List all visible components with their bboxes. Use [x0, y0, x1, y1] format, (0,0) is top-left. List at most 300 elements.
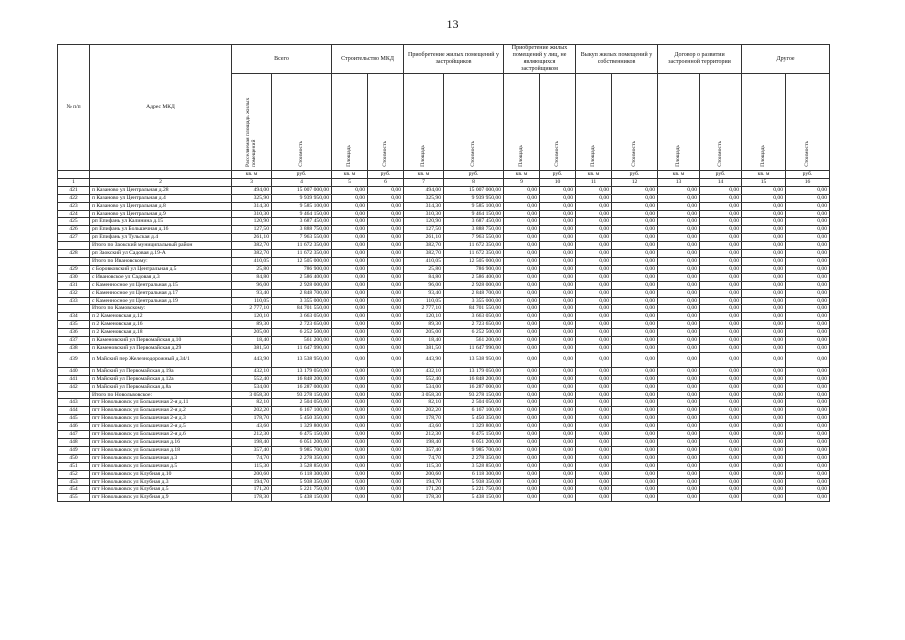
row-value: 178,70 [404, 415, 444, 423]
table-row [58, 423, 830, 431]
row-value: 0,00 [612, 470, 658, 478]
row-value: 0,00 [368, 478, 404, 486]
row-value: 0,00 [786, 186, 830, 194]
row-value: 0,00 [612, 257, 658, 265]
table-row [58, 478, 830, 486]
row-value: 0,00 [504, 352, 540, 367]
table-row [58, 273, 830, 281]
row-value: 0,00 [700, 250, 742, 258]
row-value: 12 505 000,00 [272, 257, 332, 265]
row-address: пгт Новольвовск ул Большечная д.3 [90, 454, 232, 462]
row-value: 0,00 [332, 313, 368, 321]
row-value: 9 985 700,00 [444, 446, 504, 454]
row-value: 0,00 [576, 273, 612, 281]
row-value: 82,10 [404, 399, 444, 407]
row-value: 0,00 [700, 234, 742, 242]
row-number: 453 [58, 478, 90, 486]
header-index: 4 [272, 178, 332, 186]
row-value: 0,00 [504, 446, 540, 454]
row-value: 0,00 [540, 250, 576, 258]
row-value: 0,00 [504, 462, 540, 470]
row-value: 0,00 [332, 242, 368, 250]
row-value: 0,00 [332, 210, 368, 218]
header-group-development-contract: Договор о развитии застроенной территории [658, 45, 742, 74]
row-value: 0,00 [700, 344, 742, 352]
table-row [58, 250, 830, 258]
row-value: 0,00 [700, 375, 742, 383]
row-value: 0,00 [742, 234, 786, 242]
row-number [58, 391, 90, 399]
row-value: 2 777,10 [404, 305, 444, 313]
row-value: 0,00 [504, 257, 540, 265]
row-value: 0,00 [540, 399, 576, 407]
row-value: 0,00 [368, 494, 404, 502]
row-value: 0,00 [658, 202, 700, 210]
row-value: 410,05 [232, 257, 272, 265]
row-value: 0,00 [540, 470, 576, 478]
header-index: 9 [504, 178, 540, 186]
row-value: 2 586 400,00 [444, 273, 504, 281]
row-value: 0,00 [368, 407, 404, 415]
row-value: 0,00 [700, 242, 742, 250]
row-value: 0,00 [504, 250, 540, 258]
header-unit-blank [90, 171, 232, 179]
row-value: 0,00 [540, 415, 576, 423]
row-value: 0,00 [540, 218, 576, 226]
row-address: п Каменовский ул Первомайская д.29 [90, 344, 232, 352]
row-value: 0,00 [786, 446, 830, 454]
row-value: 0,00 [786, 257, 830, 265]
row-value: 0,00 [786, 478, 830, 486]
row-number: 455 [58, 494, 90, 502]
row-value: 0,00 [700, 265, 742, 273]
row-value: 0,00 [332, 415, 368, 423]
header-address: Адрес МКД [90, 45, 232, 171]
row-value: 3 687 450,00 [272, 218, 332, 226]
row-value: 16 848 200,00 [272, 375, 332, 383]
page-number: 13 [446, 17, 459, 31]
row-value: 0,00 [658, 407, 700, 415]
table-row [58, 289, 830, 297]
row-number: 421 [58, 186, 90, 194]
row-value: 6 167 100,00 [444, 407, 504, 415]
row-value: 261,10 [404, 234, 444, 242]
row-value: 120,10 [232, 313, 272, 321]
row-value: 0,00 [504, 297, 540, 305]
row-value: 534,00 [404, 383, 444, 391]
header-unit: руб. [272, 171, 332, 179]
row-value: 0,00 [786, 305, 830, 313]
row-value: 0,00 [786, 454, 830, 462]
row-number: 439 [58, 352, 90, 367]
header-unit: кв. м [658, 171, 700, 179]
row-value: 0,00 [742, 297, 786, 305]
header-unit: руб. [786, 171, 830, 179]
row-value: 0,00 [742, 367, 786, 375]
row-number: 434 [58, 313, 90, 321]
row-value: 0,00 [742, 383, 786, 391]
header-unit: руб. [540, 171, 576, 179]
table-row [58, 462, 830, 470]
row-value: 0,00 [576, 446, 612, 454]
row-value: 0,00 [786, 337, 830, 345]
row-value: 0,00 [332, 431, 368, 439]
row-value: 494,00 [232, 186, 272, 194]
row-value: 5 438 150,00 [444, 494, 504, 502]
row-value: 7 963 550,00 [444, 234, 504, 242]
row-value: 0,00 [576, 344, 612, 352]
row-value: 6 118 300,00 [272, 470, 332, 478]
row-value: 5 221 750,00 [444, 486, 504, 494]
row-value: 0,00 [700, 273, 742, 281]
row-value: 89,30 [232, 321, 272, 329]
row-value: 0,00 [540, 257, 576, 265]
row-value: 0,00 [742, 439, 786, 447]
row-value: 0,00 [332, 383, 368, 391]
row-value: 0,00 [504, 375, 540, 383]
row-value: 0,00 [540, 494, 576, 502]
row-value: 96,00 [404, 281, 444, 289]
row-value: 314,30 [404, 202, 444, 210]
row-number: 436 [58, 329, 90, 337]
row-value: 0,00 [332, 289, 368, 297]
row-address: с Каменносное ул Центральная д.17 [90, 289, 232, 297]
row-value: 82,10 [232, 399, 272, 407]
row-value: 0,00 [332, 281, 368, 289]
table-row [58, 218, 830, 226]
row-value: 5 938 350,00 [272, 478, 332, 486]
row-value: 1 329 800,00 [444, 423, 504, 431]
row-value: 3 355 000,00 [272, 297, 332, 305]
row-value: 0,00 [700, 321, 742, 329]
row-value: 84 701 550,00 [444, 305, 504, 313]
row-value: 0,00 [504, 273, 540, 281]
row-value: 0,00 [742, 313, 786, 321]
row-value: 0,00 [742, 462, 786, 470]
row-value: 443,90 [404, 352, 444, 367]
table-row [58, 344, 830, 352]
table-row [58, 329, 830, 337]
row-value: 0,00 [576, 329, 612, 337]
row-value: 1 329 800,00 [272, 423, 332, 431]
row-value: 84,80 [232, 273, 272, 281]
row-value: 0,00 [658, 454, 700, 462]
row-value: 0,00 [742, 454, 786, 462]
row-value: 0,00 [742, 289, 786, 297]
table-row [58, 234, 830, 242]
row-value: 0,00 [786, 226, 830, 234]
header-index: 13 [658, 178, 700, 186]
row-address: пгт Новольвовск ул Большечная д.16 [90, 439, 232, 447]
row-value: 0,00 [786, 470, 830, 478]
row-value: 0,00 [700, 329, 742, 337]
row-value: 494,00 [404, 186, 444, 194]
header-index: 8 [444, 178, 504, 186]
row-value: 0,00 [368, 423, 404, 431]
row-value: 74,70 [404, 454, 444, 462]
row-value: 0,00 [700, 218, 742, 226]
header-num: № п/п [58, 45, 90, 171]
row-value: 0,00 [700, 415, 742, 423]
row-number: 452 [58, 470, 90, 478]
row-value: 0,00 [700, 399, 742, 407]
row-address: пгт Новольвовск ул Большечная 2-я д.11 [90, 399, 232, 407]
header-group-row [58, 45, 830, 74]
row-value: 74,70 [232, 454, 272, 462]
row-value: 0,00 [612, 399, 658, 407]
row-value: 0,00 [368, 218, 404, 226]
row-address: с Каменносное ул Центральная д.15 [90, 281, 232, 289]
row-value: 127,50 [404, 226, 444, 234]
row-address: п Казаново ул Центральная д.9 [90, 210, 232, 218]
row-value: 0,00 [786, 494, 830, 502]
row-value: 194,70 [232, 478, 272, 486]
row-value: 0,00 [504, 439, 540, 447]
table-row [58, 265, 830, 273]
row-value: 0,00 [540, 344, 576, 352]
row-value: 0,00 [658, 218, 700, 226]
row-value: 2 928 000,00 [444, 281, 504, 289]
table-row [58, 407, 830, 415]
row-address: пгт Новольвовск ул Большечная 2-я д.2 [90, 407, 232, 415]
row-value: 0,00 [504, 454, 540, 462]
header-sub: Площадь [504, 74, 540, 171]
row-value: 0,00 [786, 383, 830, 391]
row-value: 0,00 [658, 415, 700, 423]
row-value: 11 672 350,00 [444, 250, 504, 258]
row-value: 314,30 [232, 202, 272, 210]
row-value: 2 723 650,00 [444, 321, 504, 329]
row-value: 0,00 [786, 352, 830, 367]
row-value: 0,00 [576, 305, 612, 313]
row-value: 0,00 [786, 281, 830, 289]
row-value: 0,00 [742, 399, 786, 407]
row-value: 0,00 [612, 431, 658, 439]
row-value: 0,00 [368, 329, 404, 337]
row-value: 0,00 [504, 337, 540, 345]
row-value: 0,00 [576, 407, 612, 415]
row-value: 0,00 [540, 367, 576, 375]
row-value: 0,00 [658, 399, 700, 407]
row-value: 3 687 450,00 [444, 218, 504, 226]
row-value: 6 051 200,00 [272, 439, 332, 447]
row-number [58, 305, 90, 313]
header-sub: Площадь [576, 74, 612, 171]
row-value: 0,00 [658, 281, 700, 289]
row-value: 96,00 [232, 281, 272, 289]
row-value: 0,00 [368, 226, 404, 234]
row-value: 2 723 650,00 [272, 321, 332, 329]
row-value: 0,00 [540, 186, 576, 194]
row-value: 0,00 [786, 423, 830, 431]
row-value: 0,00 [540, 281, 576, 289]
header-group-construction: Строительство МКД [332, 45, 404, 74]
row-value: 0,00 [368, 257, 404, 265]
header-group-purchase-developers: Приобретение жилых помещений у застройщиков [404, 45, 504, 74]
row-value: 0,00 [742, 202, 786, 210]
row-value: 0,00 [742, 407, 786, 415]
row-value: 5 450 350,00 [272, 415, 332, 423]
row-value: 0,00 [368, 439, 404, 447]
row-value: 0,00 [742, 226, 786, 234]
row-number: 426 [58, 226, 90, 234]
header-index: 5 [332, 178, 368, 186]
table-row [58, 494, 830, 502]
row-value: 382,70 [232, 242, 272, 250]
row-number: 428 [58, 250, 90, 258]
row-value: 0,00 [742, 281, 786, 289]
row-value: 0,00 [786, 297, 830, 305]
row-value: 0,00 [576, 281, 612, 289]
row-value: 0,00 [786, 273, 830, 281]
row-number: 442 [58, 383, 90, 391]
row-value: 0,00 [504, 218, 540, 226]
row-value: 0,00 [576, 486, 612, 494]
row-value: 0,00 [658, 375, 700, 383]
row-number: 449 [58, 446, 90, 454]
row-value: 552,40 [404, 375, 444, 383]
row-value: 0,00 [742, 375, 786, 383]
header-unit: руб. [612, 171, 658, 179]
row-value: 0,00 [368, 446, 404, 454]
row-address: п Майский пер Железнодорожный д.34/1 [90, 352, 232, 367]
row-value: 2 278 350,00 [444, 454, 504, 462]
row-value: 115,30 [232, 462, 272, 470]
row-value: 0,00 [332, 202, 368, 210]
table-row [58, 281, 830, 289]
table-total-row [58, 391, 830, 399]
row-number: 451 [58, 462, 90, 470]
row-value: 0,00 [504, 494, 540, 502]
row-value: 0,00 [658, 383, 700, 391]
header-unit: руб. [444, 171, 504, 179]
row-value: 0,00 [540, 337, 576, 345]
row-value: 310,30 [404, 210, 444, 218]
row-number: 448 [58, 439, 90, 447]
row-value: 0,00 [612, 486, 658, 494]
row-value: 0,00 [612, 281, 658, 289]
row-address: с Боровковский ул Центральная д.5 [90, 265, 232, 273]
row-value: 381,50 [404, 344, 444, 352]
row-value: 0,00 [332, 337, 368, 345]
row-value: 16 848 200,00 [444, 375, 504, 383]
row-value: 0,00 [612, 415, 658, 423]
row-value: 0,00 [576, 226, 612, 234]
row-value: 0,00 [700, 281, 742, 289]
row-value: 0,00 [368, 210, 404, 218]
row-value: 0,00 [742, 337, 786, 345]
row-value: 310,30 [232, 210, 272, 218]
row-value: 0,00 [576, 462, 612, 470]
row-value: 0,00 [658, 242, 700, 250]
table-header [58, 45, 830, 187]
row-number: 432 [58, 289, 90, 297]
table-total-row [58, 242, 830, 250]
row-address: с Ивановское ул Садовая д.3 [90, 273, 232, 281]
row-value: 0,00 [786, 344, 830, 352]
row-value: 110,05 [232, 297, 272, 305]
row-value: 0,00 [658, 329, 700, 337]
row-value: 120,10 [404, 313, 444, 321]
row-value: 0,00 [332, 234, 368, 242]
row-value: 0,00 [612, 321, 658, 329]
row-value: 0,00 [540, 478, 576, 486]
table-row [58, 210, 830, 218]
row-value: 0,00 [786, 313, 830, 321]
row-value: 0,00 [368, 265, 404, 273]
row-value: 178,30 [232, 494, 272, 502]
row-value: 15 007 000,00 [272, 186, 332, 194]
row-value: 0,00 [700, 470, 742, 478]
row-value: 110,05 [404, 297, 444, 305]
row-address: Итого по Заокский муниципальный район [90, 242, 232, 250]
row-value: 3 528 850,00 [444, 462, 504, 470]
row-value: 13 179 050,00 [272, 367, 332, 375]
header-unit-row [58, 171, 830, 179]
row-value: 43,60 [404, 423, 444, 431]
row-value: 0,00 [332, 257, 368, 265]
row-address: п 2 Каменовская д.16 [90, 321, 232, 329]
row-value: 0,00 [742, 423, 786, 431]
row-value: 786 900,00 [272, 265, 332, 273]
row-value: 0,00 [368, 399, 404, 407]
row-value: 0,00 [332, 329, 368, 337]
row-value: 0,00 [540, 423, 576, 431]
header-index: 15 [742, 178, 786, 186]
header-unit: кв. м [576, 171, 612, 179]
row-number: 423 [58, 202, 90, 210]
header-index: 12 [612, 178, 658, 186]
row-value: 0,00 [540, 194, 576, 202]
table-total-row [58, 305, 830, 313]
row-address: пгт Новольвовск ул Большечная 2-я д.6 [90, 431, 232, 439]
header-unit: кв. м [404, 171, 444, 179]
row-value: 443,90 [232, 352, 272, 367]
row-value: 0,00 [658, 478, 700, 486]
row-address: рп Епифань ул Калинина д.15 [90, 218, 232, 226]
row-address: п 2 Каменовская д.12 [90, 313, 232, 321]
row-value: 0,00 [504, 210, 540, 218]
table-total-row [58, 257, 830, 265]
row-value: 0,00 [332, 454, 368, 462]
row-value: 0,00 [504, 423, 540, 431]
row-value: 0,00 [332, 407, 368, 415]
table-row [58, 454, 830, 462]
row-value: 561 200,00 [444, 337, 504, 345]
row-value: 198,40 [404, 439, 444, 447]
row-value: 6 051 200,00 [444, 439, 504, 447]
row-value: 15 007 000,00 [444, 186, 504, 194]
row-value: 0,00 [504, 321, 540, 329]
table-row [58, 194, 830, 202]
row-value: 9 585 100,00 [272, 202, 332, 210]
header-sub: Площадь [404, 74, 444, 171]
header-group-total: Всего [232, 45, 332, 74]
row-value: 0,00 [368, 273, 404, 281]
row-value: 0,00 [700, 186, 742, 194]
row-value: 0,00 [658, 289, 700, 297]
row-value: 93 278 150,00 [272, 391, 332, 399]
row-value: 11 672 350,00 [272, 242, 332, 250]
row-value: 0,00 [332, 375, 368, 383]
row-value: 325,90 [232, 194, 272, 202]
row-value: 0,00 [658, 337, 700, 345]
row-value: 25,80 [404, 265, 444, 273]
row-value: 0,00 [504, 242, 540, 250]
row-value: 0,00 [576, 375, 612, 383]
row-value: 0,00 [540, 352, 576, 367]
row-value: 115,30 [404, 462, 444, 470]
